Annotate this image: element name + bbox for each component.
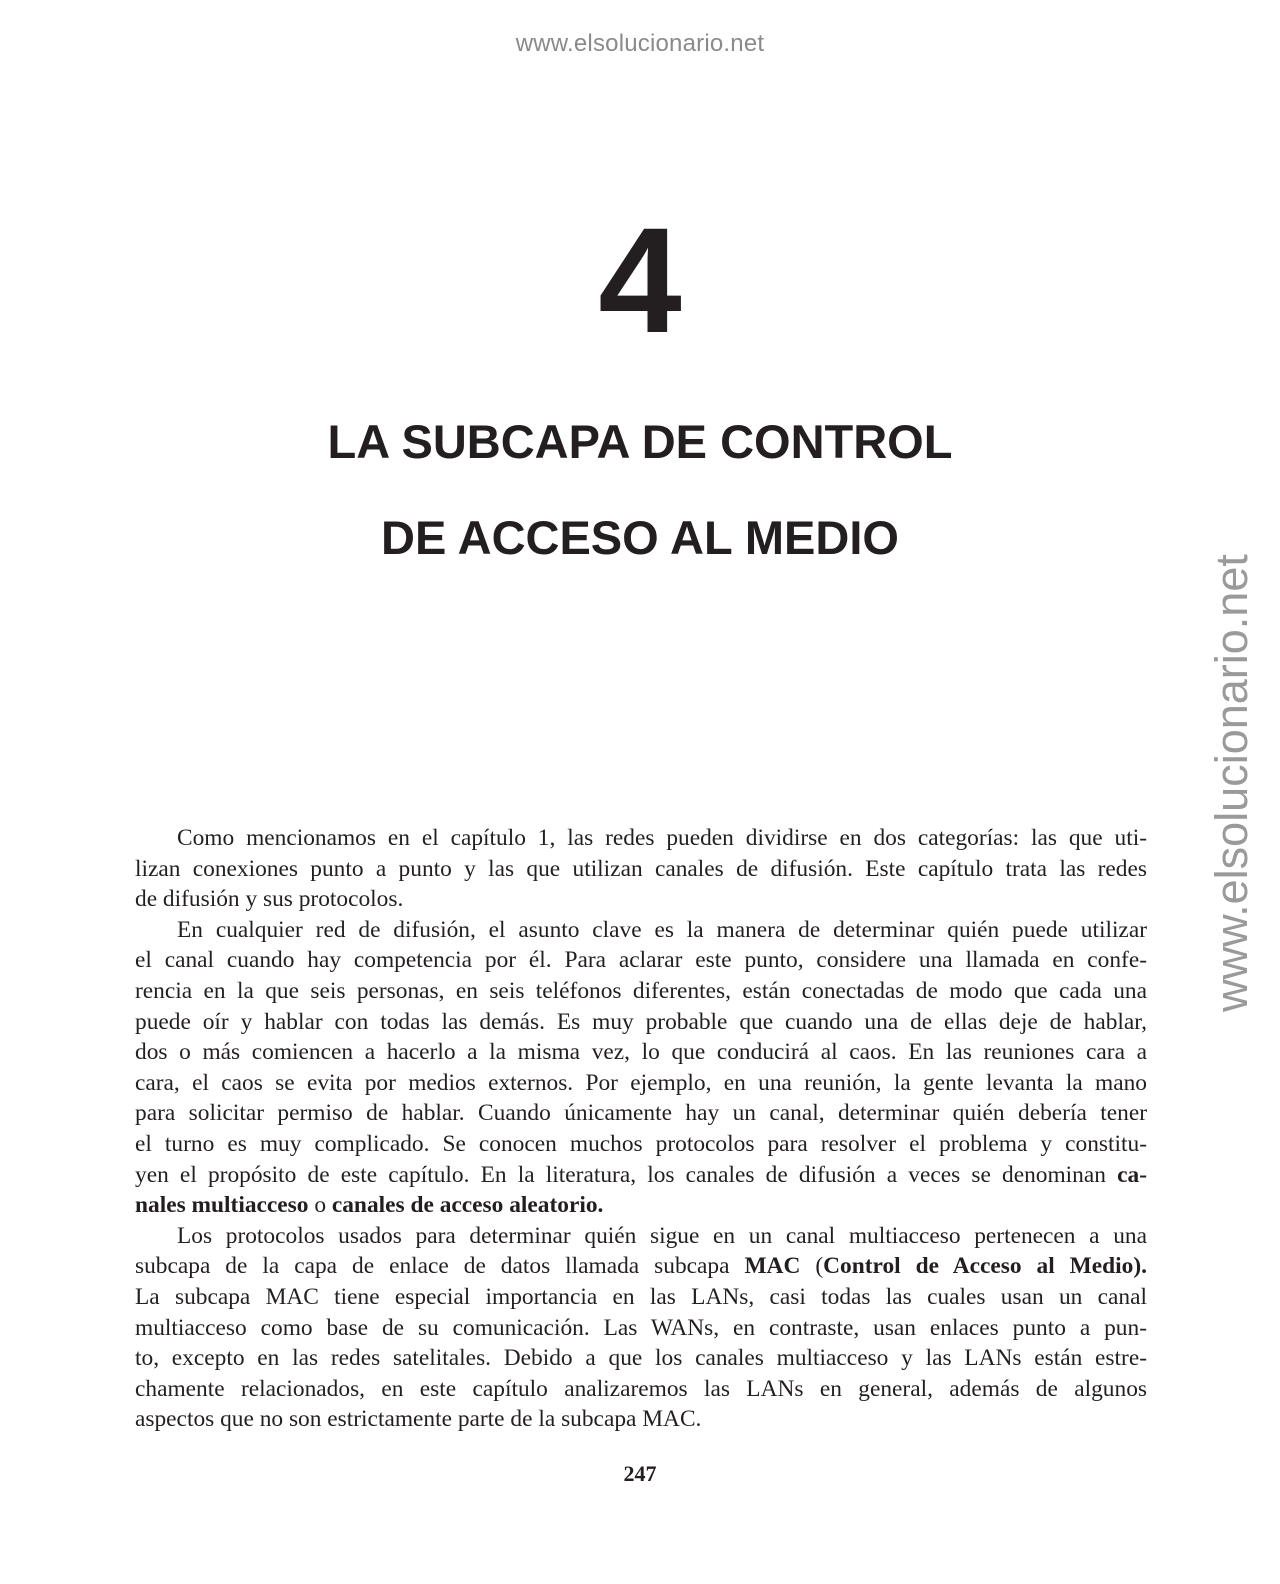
page-number: 247: [623, 1461, 657, 1486]
text-line: aspectos que no son estrictamente parte de la subcapa MAC.: [135, 1406, 702, 1433]
text-line: Como mencionamos en el capítulo 1, las redes pueden dividirse en dos categorías: las que uti-: [177, 825, 1147, 851]
text-run: yen el propósito de este capítulo. En la literatura, los canales de difusión a veces se denominan: [135, 1161, 1106, 1188]
text-line: dos o más comiencen a hacerlo a la misma vez, lo que conducirá al caos. En las reuniones cara a: [135, 1039, 1147, 1066]
bold-term: nales multiacceso: [135, 1192, 309, 1219]
bold-term: MAC: [744, 1253, 801, 1280]
watermark-side: www.elsolucionario.net: [1206, 554, 1257, 1012]
bold-term: canales de acceso aleatorio.: [331, 1192, 604, 1219]
text-run: subcapa de la capa de enlace de datos llamada subcapa: [135, 1253, 730, 1280]
paragraph-3: [135, 1221, 1147, 1435]
text-line: [135, 1190, 1147, 1221]
text-run: o: [308, 1192, 332, 1219]
bold-term: Control de Acceso al Medio: [823, 1253, 1134, 1280]
text-line: [135, 1251, 1147, 1282]
text-line: el turno es muy complicado. Se conocen muchos protocolos para resolver el problema y constitu-: [135, 1130, 1147, 1157]
paragraph-2: [135, 915, 1147, 1221]
text-line: puede oír y hablar con todas las demás. Es muy probable que cuando una de ellas deje de hablar,: [135, 1008, 1147, 1035]
chapter-title-line-2: DE ACCESO AL MEDIO: [381, 511, 899, 564]
body-text: [135, 823, 1147, 1435]
text-line: el canal cuando hay competencia por él. Para aclarar este punto, considere una llamada en confe-: [135, 947, 1147, 974]
chapter-number: 4: [598, 196, 682, 364]
text-line: de difusión y sus protocolos.: [135, 886, 404, 913]
text-line: multiacceso como base de su comunicación. Las WANs, en contraste, usan enlaces punto a pun-: [135, 1314, 1147, 1341]
chapter-title: [0, 408, 1280, 600]
watermark-top: www.elsolucionario.net: [515, 30, 765, 57]
text-line: lizan conexiones punto a punto y las que utilizan canales de difusión. Este capítulo trata las redes: [135, 855, 1147, 882]
text-line: to, excepto en las redes satelitales. Debido a que los canales multiacceso y las LANs están estre-: [135, 1345, 1147, 1372]
text-run: (: [800, 1253, 824, 1280]
text-line: rencia en la que seis personas, en seis teléfonos diferentes, están conectadas de modo que cada una: [135, 977, 1147, 1004]
bold-term: ca-: [1117, 1161, 1147, 1188]
text-line: chamente relacionados, en este capítulo analizaremos las LANs en general, además de algunos: [135, 1375, 1147, 1402]
text-line: En cualquier red de difusión, el asunto clave es la manera de determinar quién puede utilizar: [177, 916, 1147, 943]
paragraph-1: [135, 823, 1147, 915]
text-line: Los protocolos usados para determinar quién sigue en un canal multiacceso pertenecen a una: [177, 1222, 1147, 1249]
text-line: para solicitar permiso de hablar. Cuando únicamente hay un canal, determinar quién debería tener: [135, 1100, 1147, 1127]
text-line: cara, el caos se evita por medios externos. Por ejemplo, en una reunión, la gente levanta la mano: [135, 1069, 1147, 1096]
text-run: ).: [1133, 1253, 1147, 1280]
chapter-title-line-1: LA SUBCAPA DE CONTROL: [327, 415, 953, 468]
text-line: [135, 1160, 1147, 1191]
text-line: La subcapa MAC tiene especial importancia en las LANs, casi todas las cuales usan un canal: [135, 1283, 1147, 1310]
